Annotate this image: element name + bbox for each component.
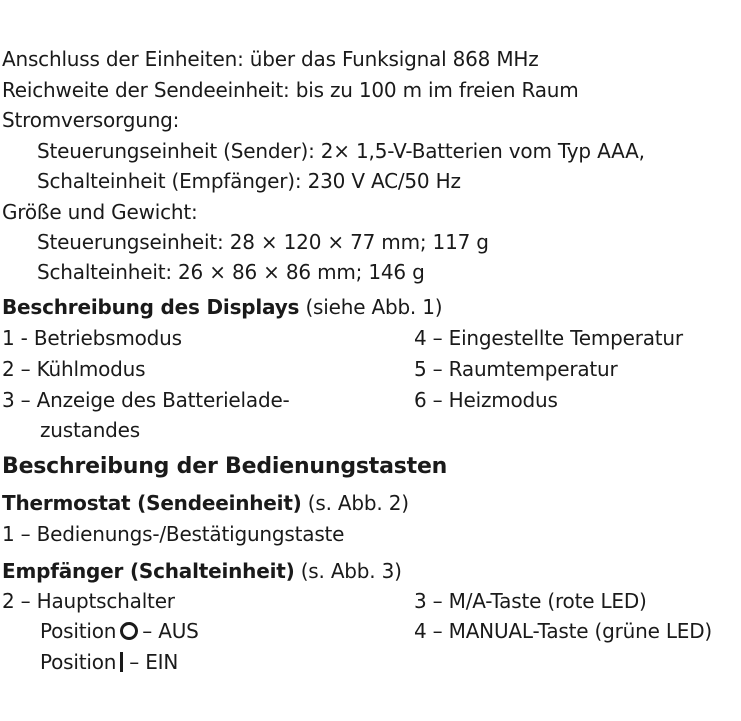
display-item: 4 – Eingestellte Temperatur — [414, 326, 683, 350]
display-item: 3 – Anzeige des Batterielade- — [2, 388, 290, 412]
display-item: 2 – Kühlmodus — [2, 357, 146, 381]
position-label: Position — [40, 619, 117, 643]
spec-range: Reichweite der Sendeeinheit: bis zu 100 m im freien Raum — [2, 78, 579, 102]
display-item: 5 – Raumtemperatur — [414, 357, 618, 381]
thermostat-section-title — [2, 491, 409, 515]
position-on-text: – EIN — [129, 650, 179, 674]
ma-button-item: 3 – M/A-Taste (rote LED) — [414, 589, 647, 613]
position-off-text: – AUS — [142, 619, 199, 643]
position-off-row — [40, 619, 199, 643]
receiver-title: Empfänger (Schalteinheit) — [2, 559, 295, 583]
buttons-heading: Beschreibung der Bedienungstasten — [2, 454, 448, 479]
manual-button-item: 4 – MANUAL-Taste (grüne LED) — [414, 619, 713, 643]
spec-power-sender: Steuerungseinheit (Sender): 2× 1,5-V-Batterien vom Typ AAA, — [37, 139, 645, 163]
display-item: 6 – Heizmodus — [414, 388, 558, 412]
spec-size-sender: Steuerungseinheit: 28 × 120 × 77 mm; 117 g — [37, 230, 489, 254]
receiver-ref: (s. Abb. 3) — [294, 559, 402, 583]
position-on-row — [40, 650, 178, 674]
thermostat-item: 1 – Bedienungs-/Bestätigungstaste — [2, 522, 345, 546]
display-item: 1 - Betriebsmodus — [2, 326, 182, 350]
position-label: Position — [40, 650, 117, 674]
thermostat-title: Thermostat (Sendeeinheit) — [2, 491, 302, 515]
spec-power-receiver: Schalteinheit (Empfänger): 230 V AC/50 Hz — [37, 169, 461, 193]
spec-size-receiver: Schalteinheit: 26 × 86 × 86 mm; 146 g — [37, 260, 425, 284]
spec-power-label: Stromversorgung: — [2, 108, 180, 132]
display-title: Beschreibung des Displays — [2, 295, 300, 319]
main-switch-item: 2 – Hauptschalter — [2, 589, 175, 613]
display-item-continued: zustandes — [40, 418, 140, 442]
thermostat-ref: (s. Abb. 2) — [301, 491, 409, 515]
spec-connection: Anschluss der Einheiten: über das Funksignal 868 MHz — [2, 47, 539, 71]
display-ref: (siehe Abb. 1) — [299, 295, 443, 319]
circle-off-icon — [120, 622, 138, 640]
receiver-section-title — [2, 559, 402, 583]
spec-size-label: Größe und Gewicht: — [2, 200, 198, 224]
bar-on-icon — [120, 652, 123, 672]
display-section-title — [2, 295, 442, 319]
